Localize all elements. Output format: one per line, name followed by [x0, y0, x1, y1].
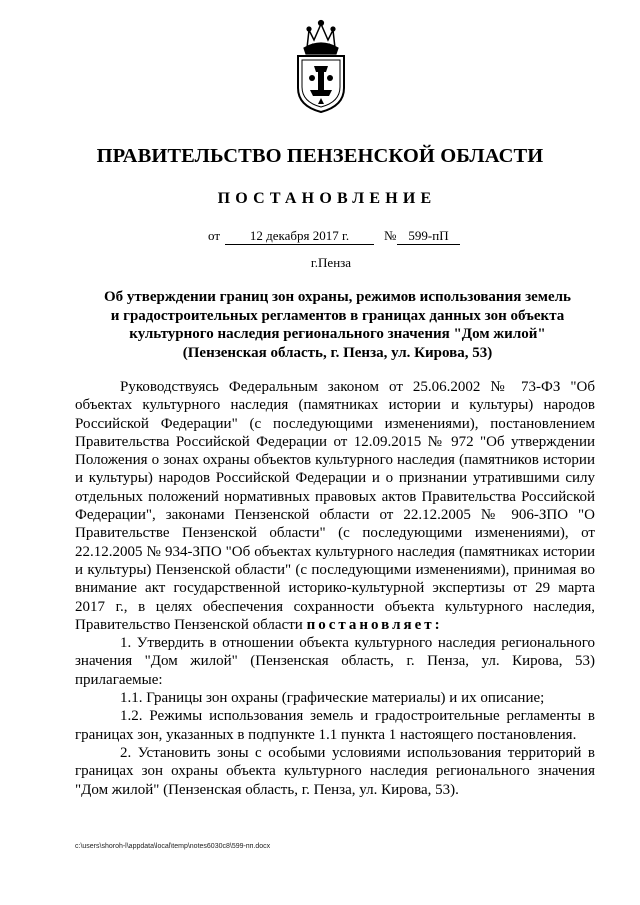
subject-line: (Пензенская область, г. Пенза, ул. Кирова, 53) — [182, 344, 493, 361]
coat-of-arms-icon — [292, 18, 350, 114]
preamble-paragraph — [75, 378, 595, 634]
document-date: 12 декабря 2017 г. — [225, 228, 374, 245]
preamble-text: Руководствуясь Федеральным законом от 25.06.2002 № 73-ФЗ "Об объектах культурного наследия (памятниках истории и культуры) народов Российской Федерации" (с последующими изменениями), постановлением Правительства Российской Федерации от 12.09.2015 № 972 "Об утверждении Положения о зонах охраны объектов культурного наследия (памятников истории и культуры) народов Российской Федерации и о признании утратившими силу отдельных положений нормативных правовых актов Правительства Российской Федерации", законами Пензенской области от 22.12.2005 № 906-ЗПО "О Правительстве Пензенской области" (с последующими изменениями), от 22.12.2005 № 934-ЗПО "Об объектах культурного наследия (памятниках истории и культуры) Пензенской области" (с последующими изменениями), принимая во внимание акт государственной историко-культурной экспертизы от 29 марта 2017 г., в целях обеспечения сохранности объекта культурного наследия, Правительство Пензенской области — [75, 379, 595, 633]
document-number: 599-пП — [397, 228, 460, 245]
government-title: ПРАВИТЕЛЬСТВО ПЕНЗЕНСКОЙ ОБЛАСТИ — [96, 145, 544, 167]
item-paragraph: 1.1. Границы зон охраны (графические материалы) и их описание; — [120, 690, 545, 707]
subject-line: культурного наследия регионального значения "Дом жилой" — [129, 326, 546, 342]
document-type: ПОСТАНОВЛЕНИЕ — [217, 190, 437, 207]
document-subject — [90, 288, 585, 362]
file-path-footer: c:\users\shoroh-l\appdata\local\temp\notes6030c8\599-пп.docx — [75, 843, 271, 850]
item-paragraph: 1. Утвердить в отношении объекта культурного наследия регионального значения "Дом жилой" (Пензенская область, г. Пенза, ул. Кирова, 53) прилагаемые: — [75, 635, 595, 688]
decree-word: постановляет: — [306, 616, 443, 633]
date-prefix: от — [208, 228, 221, 243]
subject-line: и градостроительных регламентов в границах данных зон объекта — [110, 307, 565, 324]
number-sign: № — [384, 228, 397, 243]
item-paragraph: 1.2. Режимы использования земель и градостроительные регламенты в границах зон, указанных в подпункте 1.1 пункта 1 настоящего постановления. — [75, 708, 595, 743]
date-number-line — [0, 228, 640, 248]
item-paragraph: 2. Установить зоны с особыми условиями использования территорий в границах зон охраны объекта культурного наследия регионального значения "Дом жилой" (Пензенская область, г. Пенза, ул. Кирова, 53). — [75, 744, 595, 798]
document-body — [75, 378, 595, 799]
subject-line: Об утверждении границ зон охраны, режимов использования земель — [103, 289, 571, 305]
city-name: г.Пенза — [310, 255, 352, 270]
